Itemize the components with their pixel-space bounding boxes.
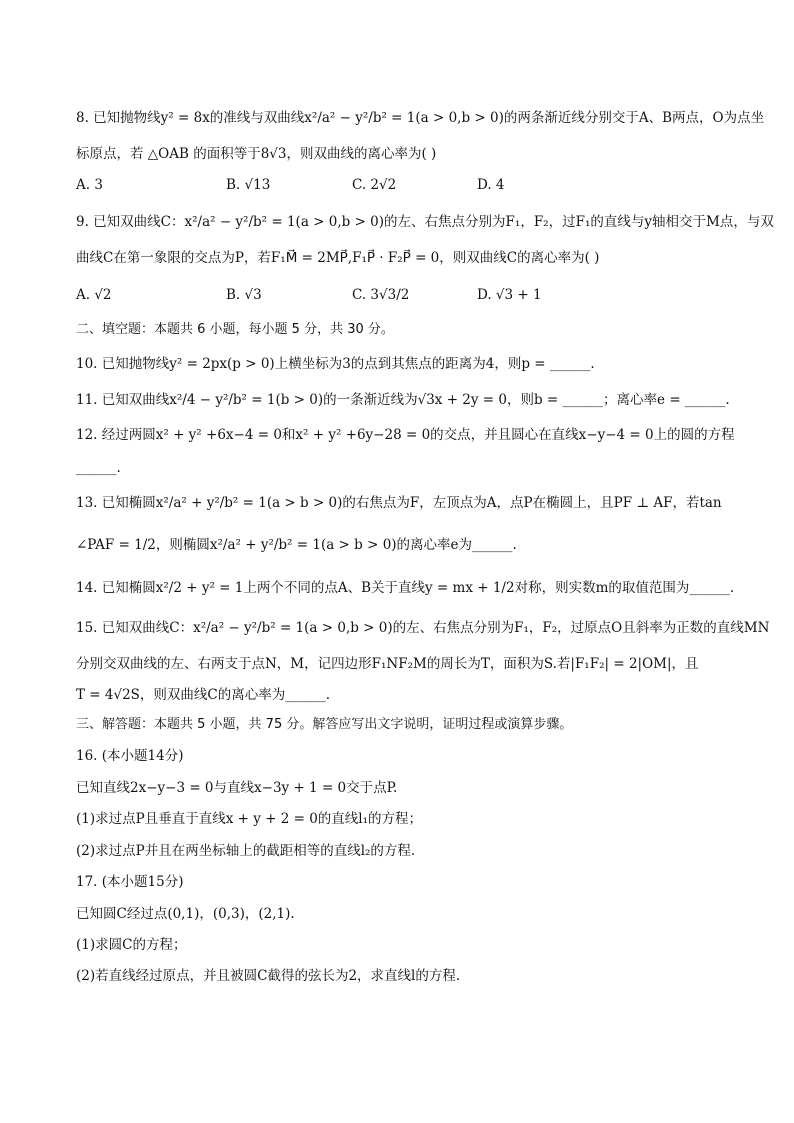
q17-part2: (2)若直线经过原点，并且被圆C截得的弦长为2，求直线l的方程. bbox=[76, 968, 461, 984]
q9-line1: 9. 已知双曲线C：x²/a² − y²/b² = 1(a > 0,b > 0)的左、右焦点分别为F₁，F₂，过F₁的直线与y轴相交于M点，与双 bbox=[76, 214, 774, 230]
q9-option-c: C. 3√3/2 bbox=[352, 287, 410, 303]
q16-part2: (2)求过点P并且在两坐标轴上的截距相等的直线l₂的方程. bbox=[76, 843, 416, 859]
q12-line1: 12. 经过两圆x² + y² +6x−4 = 0和x² + y² +6y−28 = 0的交点，并且圆心在直线x−y−4 = 0上的圆的方程 bbox=[76, 427, 735, 443]
q17-header: 17. (本小题15分) bbox=[76, 874, 184, 890]
q8-options bbox=[76, 175, 726, 195]
q15-line1: 15. 已知双曲线C：x²/a² − y²/b² = 1(a > 0,b > 0)的左、右焦点分别为F₁，F₂，过原点O且斜率为正数的直线MN bbox=[76, 620, 770, 636]
section-3-heading: 三、解答题：本题共 5 小题，共 75 分。解答应写出文字说明，证明过程或演算步骤。 bbox=[76, 717, 573, 732]
q12-line2: ______. bbox=[76, 460, 121, 476]
q8-option-d: D. 4 bbox=[477, 177, 505, 193]
q8-option-b: B. √13 bbox=[226, 177, 271, 193]
q9-option-a: A. √2 bbox=[76, 287, 112, 303]
q16-header: 16. (本小题14分) bbox=[76, 748, 184, 764]
section-2-heading: 二、填空题：本题共 6 小题，每小题 5 分，共 30 分。 bbox=[76, 322, 394, 337]
q17-part1: (1)求圆C的方程； bbox=[76, 937, 187, 953]
q9-line2: 曲线C在第一象限的交点为P，若F₁M⃗ = 2MP⃗,F₁P⃗ · F₂P⃗ = 0，则双曲线C的离心率为( ) bbox=[76, 250, 600, 266]
q9-options bbox=[76, 285, 726, 305]
q9-option-b: B. √3 bbox=[226, 287, 262, 303]
q9-option-d: D. √3 + 1 bbox=[477, 287, 542, 303]
q13-line1: 13. 已知椭圆x²/a² + y²/b² = 1(a > b > 0)的右焦点为F，左顶点为A，点P在椭圆上，且PF ⊥ AF，若tan bbox=[76, 495, 722, 511]
q16-part1: (1)求过点P且垂直于直线x + y + 2 = 0的直线l₁的方程； bbox=[76, 811, 423, 827]
q15-line3: T = 4√2S，则双曲线C的离心率为______. bbox=[76, 687, 331, 703]
q8-line2: 标原点，若 △OAB 的面积等于8√3，则双曲线的离心率为( ) bbox=[76, 146, 437, 162]
q11: 11. 已知双曲线x²/4 − y²/b² = 1(b > 0)的一条渐近线为√3x + 2y = 0，则b = ______；离心率e = ______. bbox=[76, 392, 730, 408]
q14: 14. 已知椭圆x²/2 + y² = 1上两个不同的点A、B关于直线y = mx + 1/2对称，则实数m的取值范围为______. bbox=[76, 580, 735, 596]
q8-option-c: C. 2√2 bbox=[352, 177, 397, 193]
q8-line1: 8. 已知抛物线y² = 8x的准线与双曲线x²/a² − y²/b² = 1(a > 0,b > 0)的两条渐近线分别交于A、B两点，O为点坐 bbox=[76, 110, 765, 126]
q17-stem: 已知圆C经过点(0,1)，(0,3)，(2,1). bbox=[76, 906, 295, 922]
q10: 10. 已知抛物线y² = 2px(p > 0)上横坐标为3的点到其焦点的距离为4，则p = ______. bbox=[76, 356, 595, 372]
q8-option-a: A. 3 bbox=[76, 177, 103, 193]
q15-line2: 分别交双曲线的左、右两支于点N，M，记四边形F₁NF₂M的周长为T，面积为S.若|F₁F₂| = 2|OM|，且 bbox=[76, 656, 699, 672]
q13-line2: ∠PAF = 1/2，则椭圆x²/a² + y²/b² = 1(a > b > 0)的离心率e为______. bbox=[76, 537, 517, 553]
q16-stem: 已知直线2x−y−3 = 0与直线x−3y + 1 = 0交于点P. bbox=[76, 780, 398, 796]
